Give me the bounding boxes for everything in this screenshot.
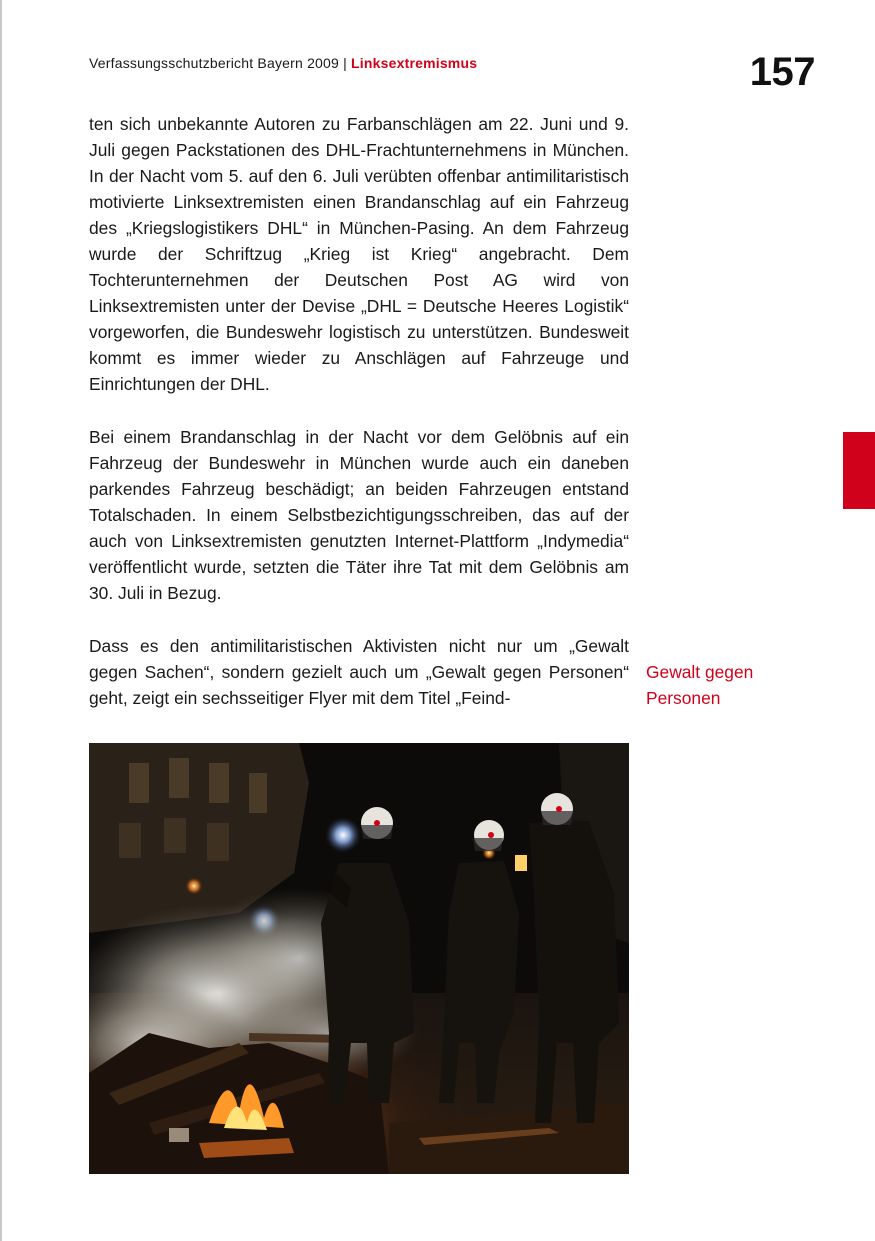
running-header bbox=[89, 55, 477, 71]
riot-police-fire-photo bbox=[89, 743, 629, 1174]
margin-note-line-2: Personen bbox=[646, 688, 721, 708]
chapter-thumb-tab bbox=[843, 432, 875, 509]
header-separator: | bbox=[343, 55, 347, 71]
margin-note-line-1: Gewalt gegen bbox=[646, 662, 754, 682]
page-edge-rule bbox=[0, 0, 2, 1241]
margin-note bbox=[646, 659, 816, 711]
body-paragraph-1: ten sich unbekannte Autoren zu Farbanschlägen am 22. Juni und 9. Juli gegen Packstationen des DHL-Frachtunternehmens in München. In der Nacht vom 5. auf den 6. Juli verübten offenbar antimilitaristisch motivierte Linksextremisten einen Brandanschlag auf ein Fahrzeug des „Kriegslogistikers DHL“ in München-Pasing. An dem Fahrzeug wurde der Schriftzug „Krieg ist Krieg“ angebracht. Dem Tochterunternehmen der Deutschen Post AG wird von Linksextremisten unter der Devise „DHL = Deutsche Heeres Logistik“ vorgeworfen, die Bundeswehr logistisch zu unterstützen. Bundesweit kommt es immer wieder zu Anschlägen auf Fahrzeuge und Einrichtungen der DHL. bbox=[89, 114, 629, 394]
body-paragraph-2: Bei einem Brandanschlag in der Nacht vor dem Gelöbnis auf ein Fahrzeug der Bundeswehr in München wurde auch ein daneben parkendes Fahrzeug beschädigt; an beiden Fahrzeugen entstand Totalschaden. In einem Selbstbezichtigungsschreiben, das auf der auch von Linksextremisten genutzten Internet-Plattform „Indymedia“ veröffentlicht wurde, setzten die Täter ihre Tat mit dem Gelöbnis am 30. Juli in Bezug. bbox=[89, 427, 629, 603]
page-number: 157 bbox=[749, 50, 815, 94]
publication-title: Verfassungsschutzbericht Bayern 2009 bbox=[89, 55, 340, 71]
section-title: Linksextremismus bbox=[351, 55, 478, 71]
body-paragraph-3: Dass es den antimilitaristischen Aktivisten nicht nur um „Gewalt gegen Sachen“, sondern gezielt auch um „Gewalt gegen Personen“ geht, zeigt ein sechsseitiger Flyer mit dem Titel „Feind- bbox=[89, 636, 629, 708]
